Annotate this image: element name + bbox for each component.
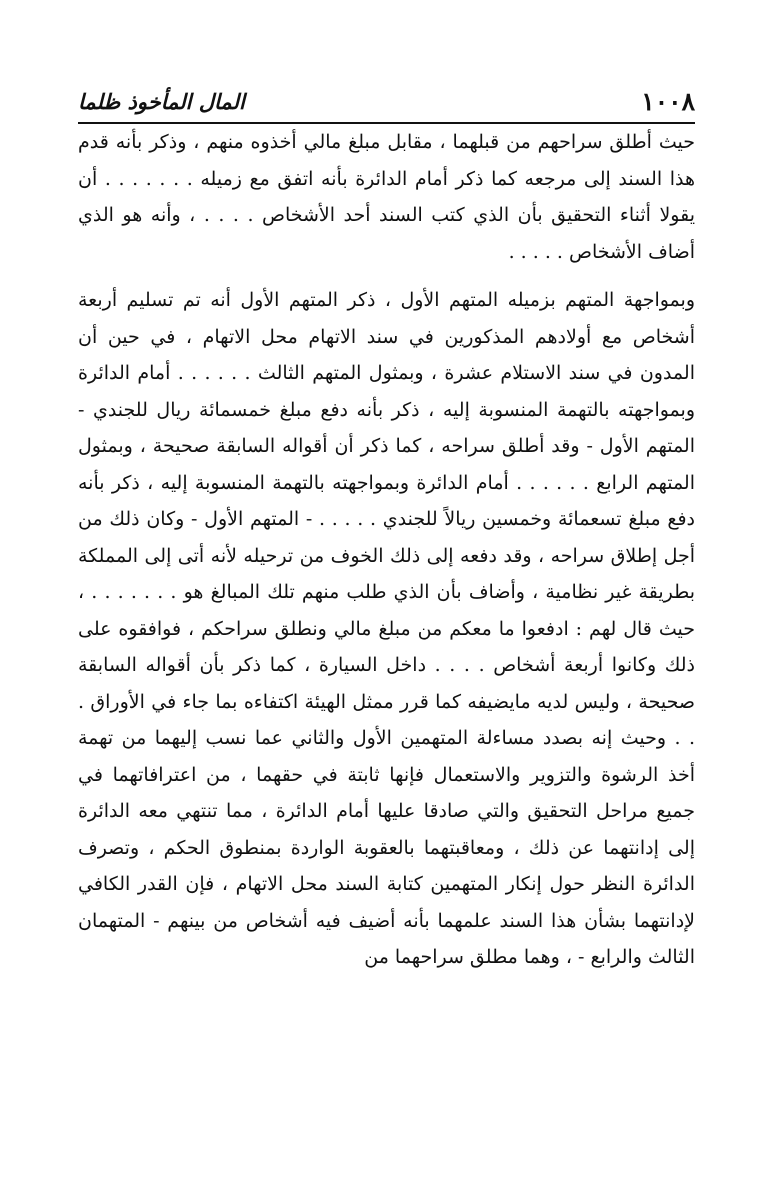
paragraph: حيث أطلق سراحهم من قبلهما ، مقابل مبلغ مالي أخذوه منهم ، وذكر بأنه قدم هذا السند إلى مرجعه كما ذكر أمام الدائرة بأنه اتفق مع زميله . . . . . . . أن يقولا أثناء التحقيق بأن الذي كتب السند أحد الأشخاص . . . . ، وأنه هو الذي أضاف الأشخاص . . . . . (78, 131, 695, 263)
page-number: ١٠٠٨ (641, 87, 695, 116)
page-header (78, 84, 695, 120)
body-text (78, 124, 695, 976)
running-title: المال المأخوذ ظلما (78, 89, 245, 114)
paragraph: وبمواجهة المتهم بزميله المتهم الأول ، ذكر المتهم الأول أنه تم تسليم أربعة أشخاص مع أولادهم المذكورين في سند الاتهام محل الاتهام ، في حين أن المدون في سند الاستلام عشرة ، وبمثول المتهم الثالث . . . . . . أمام الدائرة وبمواجهته بالتهمة المنسوبة إليه ، ذكر بأنه دفع مبلغ خمسمائة ريال للجندي - المتهم الأول - وقد أطلق سراحه ، كما ذكر أن أقواله السابقة صحيحة ، وبمثول المتهم الرابع . . . . . . أمام الدائرة وبمواجهته بالتهمة المنسوبة إليه ، ذكر بأنه دفع مبلغ تسعمائة وخمسين ريالاً للجندي . . . . . - المتهم الأول - وكان ذلك من أجل إطلاق سراحه ، وقد دفعه إلى ذلك الخوف من ترحيله لأنه أتى إلى المملكة بطريقة غير نظامية ، وأضاف بأن الذي طلب منهم تلك المبالغ هو . . . . . . . ، حيث قال لهم : ادفعوا ما معكم من مبلغ مالي ونطلق سراحكم ، فوافقوه على ذلك وكانوا أربعة أشخاص . . . . داخل السيارة ، كما ذكر بأن أقواله السابقة صحيحة ، وليس لديه مايضيفه كما قرر ممثل الهيئة اكتفاءه بما جاء في الأوراق . . . وحيث إنه بصدد مساءلة المتهمين الأول والثاني عما نسب إليهما من تهمة أخذ الرشوة والتزوير والاستعمال فإنها ثابتة في حقهما ، من اعترافاتهما في جميع مراحل التحقيق والتي صادقا عليها أمام الدائرة ، مما تنتهي معه الدائرة إلى إدانتهما عن ذلك ، ومعاقبتهما بالعقوبة الواردة بمنطوق الحكم ، وتصرف الدائرة النظر حول إنكار المتهمين كتابة السند محل الاتهام ، فإن القدر الكافي لإدانتهما بشأن هذا السند علمهما بأنه أضيف فيه أشخاص من بينهم - المتهمان الثالث والرابع - ، وهما مطلق سراحهما من (78, 289, 695, 968)
